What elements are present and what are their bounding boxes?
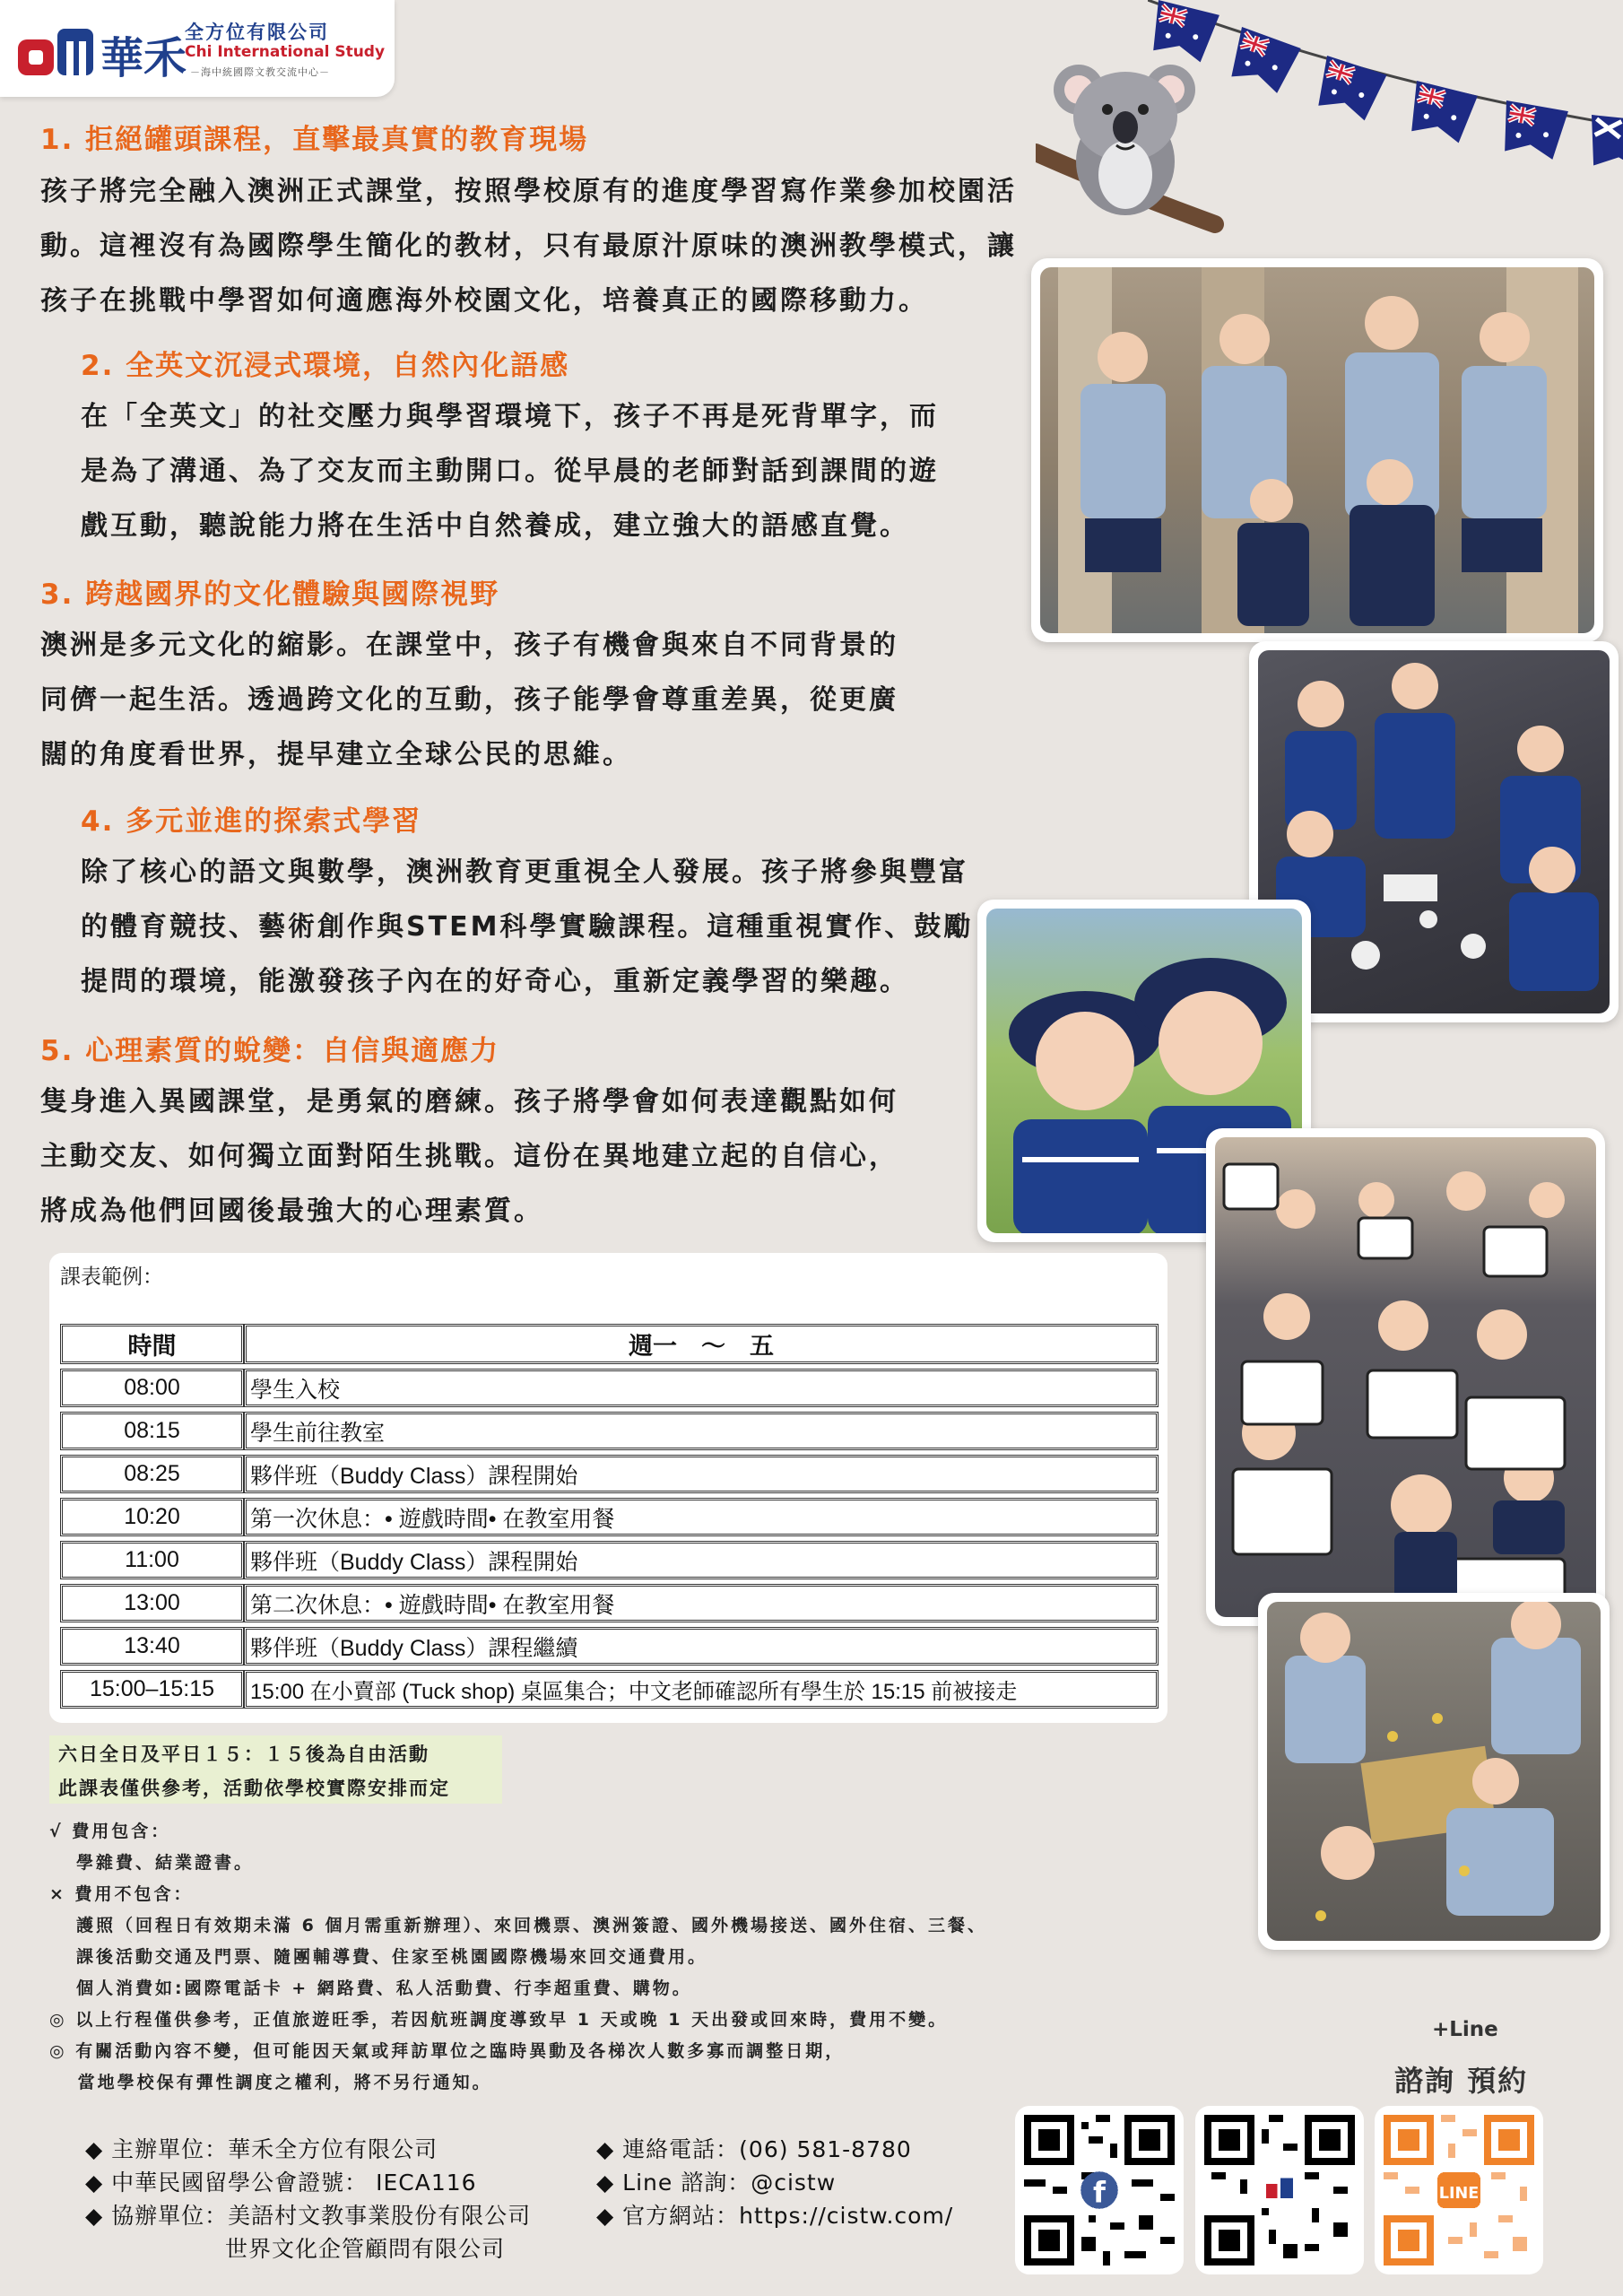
svg-text:LINE: LINE [1438, 2184, 1480, 2203]
flag-pennant [1586, 115, 1623, 171]
schedule-header-time: 時間 [60, 1324, 244, 1364]
logo-name-zh: 華禾 [100, 33, 187, 83]
schedule-time: 11:00 [60, 1541, 244, 1579]
fee-excluded-line: 個人消費如:國際電話卡 + 網路費、私人活動費、行李超重費、購物。 [76, 1979, 692, 1998]
contact-info [596, 2133, 953, 2232]
section-1-line: 孩子在挑戰中學習如何適應海外校園文化，培養真正的國際移動力。 [40, 285, 928, 317]
schedule-activity: 第一次休息：• 遊戲時間• 在教室用餐 [244, 1498, 1159, 1536]
koala-illustration [1036, 54, 1224, 233]
fee-included-label: √ 費用包含： [49, 1822, 171, 1841]
schedule-activity: 夥伴班（Buddy Class）課程開始 [244, 1455, 1159, 1493]
section-4-line: 除了核心的語文與數學，澳洲教育更重視全人發展。孩子將參與豐富 [81, 857, 968, 888]
schedule-time: 08:25 [60, 1455, 244, 1493]
section-3-title: 3. 跨越國界的文化體驗與國際視野 [40, 578, 500, 611]
fee-excluded-line: 課後活動交通及門票、隨團輔導費、住家至桃園國際機場來回交通費用。 [76, 1947, 708, 1967]
section-3-line: 闊的角度看世界，提早建立全球公民的思維。 [40, 739, 632, 770]
qr-code-icon [1024, 2115, 1175, 2266]
schedule-activity: 15:00 在小賣部 (Tuck shop) 桌區集合；中文老師確認所有學生於 15:15 前被接走 [244, 1670, 1159, 1709]
fee-remark-1: ◎ 以上行程僅供參考，正值旅遊旺季，若因航班調度導致早 1 天或晚 1 天出發或回來時，費用不變。 [49, 2010, 949, 2030]
table-row [60, 1541, 1159, 1579]
section-5-title: 5. 心理素質的蛻變：自信與適應力 [40, 1035, 500, 1067]
schedule-time: 13:40 [60, 1627, 244, 1665]
schedule-header-row [60, 1324, 1159, 1364]
phone-line[interactable]: ◆ 連絡電話：(06) 581-8780 [596, 2136, 912, 2162]
qr-code-icon [1204, 2115, 1355, 2266]
photo-kids-whiteboards [1206, 1128, 1605, 1626]
section-4-title: 4. 多元並進的探索式學習 [81, 805, 422, 838]
section-2-line: 戲互動，聽說能力將在生活中自然養成，建立強大的語感直覺。 [81, 510, 909, 542]
flag-pennant [1404, 81, 1477, 144]
line-id-line[interactable]: ◆ Line 諮詢：@cistw [596, 2170, 837, 2196]
section-3-body [40, 618, 898, 782]
qr-website[interactable] [1195, 2106, 1364, 2274]
fee-excluded-line: 護照（回程日有效期未滿 6 個月需重新辦理）、來回機票、澳洲簽證、國外機場接送、國外住宿、三餐、 [76, 1916, 987, 1935]
section-1-title: 1. 拒絕罐頭課程，直擊最真實的教育現場 [40, 124, 589, 156]
section-1-line: 動。這裡沒有為國際學生簡化的教材，只有最原汁原味的澳洲教學模式，讓 [40, 230, 1017, 262]
photo-students-group [1031, 258, 1603, 642]
flag-pennant [1497, 100, 1568, 161]
schedule-activity: 夥伴班（Buddy Class）課程開始 [244, 1541, 1159, 1579]
section-1-body [40, 164, 1017, 328]
table-row [60, 1584, 1159, 1622]
svg-text:f: f [1093, 2175, 1106, 2210]
qr-line[interactable] [1375, 2106, 1543, 2274]
table-row [60, 1412, 1159, 1450]
schedule-note-1: 六日全日及平日１５：１５後為自由活動 [58, 1744, 430, 1765]
section-2-title: 2. 全英文沉浸式環境，自然內化語感 [81, 350, 570, 382]
section-5-line: 隻身進入異國課堂，是勇氣的磨練。孩子將學會如何表達觀點如何 [40, 1086, 898, 1118]
schedule-activity: 夥伴班（Buddy Class）課程繼續 [244, 1627, 1159, 1665]
photo-kids-activity [1258, 1593, 1610, 1950]
section-2-line: 是為了溝通、為了交友而主動開口。從早晨的老師對話到課間的遊 [81, 456, 939, 487]
schedule-table [60, 1319, 1159, 1713]
logo-badge [0, 0, 395, 97]
schedule-activity: 第二次休息：• 遊戲時間• 在教室用餐 [244, 1584, 1159, 1622]
section-3-line: 同儕一起生活。透過跨文化的互動，孩子能學會尊重差異，從更廣 [40, 684, 898, 716]
consult-label: 諮詢 預約 [1394, 2064, 1529, 2098]
section-5-line: 主動交友、如何獨立面對陌生挑戰。這份在異地建立起的自信心， [40, 1141, 898, 1172]
organizer-line: ◆ 主辦單位：華禾全方位有限公司 [85, 2136, 438, 2162]
schedule-note-2: 此課表僅供參考，活動依學校實際安排而定 [58, 1778, 450, 1799]
section-2-body [81, 389, 939, 553]
co-organizer-line: ◆ 協辦單位：美語村文教事業股份有限公司 [85, 2203, 532, 2229]
table-row [60, 1498, 1159, 1536]
co-organizer-line-2: 世界文化企管顧問有限公司 [85, 2236, 506, 2262]
section-1-line: 孩子將完全融入澳洲正式課堂，按照學校原有的進度學習寫作業參加校園活 [40, 176, 1017, 207]
fee-included: 學雜費、結業證書。 [76, 1853, 255, 1873]
schedule-header-days: 週一 ～ 五 [244, 1324, 1159, 1364]
section-5-line: 將成為他們回國後最強大的心理素質。 [40, 1196, 543, 1227]
section-4-body [81, 845, 973, 1009]
flag-pennant [1225, 27, 1301, 96]
fee-remark-2: ◎ 有關活動內容不變，但可能因天氣或拜訪單位之臨時異動及各梯次人數多寡而調整日期， [49, 2041, 846, 2061]
schedule-time: 15:00–15:15 [60, 1670, 244, 1709]
line-plus-label: +Line [1432, 2018, 1498, 2041]
fee-section [49, 1816, 1107, 2099]
license-line: ◆ 中華民國留學公會證號： IECA116 [85, 2170, 477, 2196]
table-row [60, 1369, 1159, 1407]
qr-code-icon [1384, 2115, 1534, 2266]
schedule-title: 課表範例： [60, 1265, 163, 1289]
section-4-line: 的體育競技、藝術創作與STEM科學實驗課程。這種重視實作、鼓勵 [81, 911, 974, 943]
fee-excluded-label: × 費用不包含： [49, 1884, 194, 1904]
table-row [60, 1627, 1159, 1665]
fee-remark-2-cont: 當地學校保有彈性調度之權利，將不另行通知。 [49, 2073, 492, 2092]
schedule-card [49, 1253, 1167, 1723]
website-line[interactable]: ◆ 官方網站：https://cistw.com/ [596, 2203, 954, 2229]
organizer-info [85, 2133, 531, 2266]
flag-pennant [1312, 56, 1387, 123]
logo-mark-icon [16, 25, 99, 81]
schedule-time: 10:20 [60, 1498, 244, 1536]
logo-tagline: －海中統國際文教交流中心－ [190, 66, 330, 78]
table-row [60, 1455, 1159, 1493]
section-2-line: 在「全英文」的社交壓力與學習環境下，孩子不再是死背單字，而 [81, 401, 939, 432]
schedule-time: 08:00 [60, 1369, 244, 1407]
schedule-note-box [49, 1735, 502, 1804]
schedule-time: 08:15 [60, 1412, 244, 1450]
schedule-activity: 學生前往教室 [244, 1412, 1159, 1450]
section-3-line: 澳洲是多元文化的縮影。在課堂中，孩子有機會與來自不同背景的 [40, 630, 898, 661]
logo-company-en: Chi International Study [185, 43, 386, 61]
qr-facebook[interactable] [1015, 2106, 1184, 2274]
logo-company-zh: 全方位有限公司 [185, 22, 329, 43]
schedule-time: 13:00 [60, 1584, 244, 1622]
section-4-line: 提問的環境，能激發孩子內在的好奇心，重新定義學習的樂趣。 [81, 966, 909, 997]
section-5-body [40, 1074, 898, 1239]
table-row [60, 1670, 1159, 1709]
schedule-activity: 學生入校 [244, 1369, 1159, 1407]
